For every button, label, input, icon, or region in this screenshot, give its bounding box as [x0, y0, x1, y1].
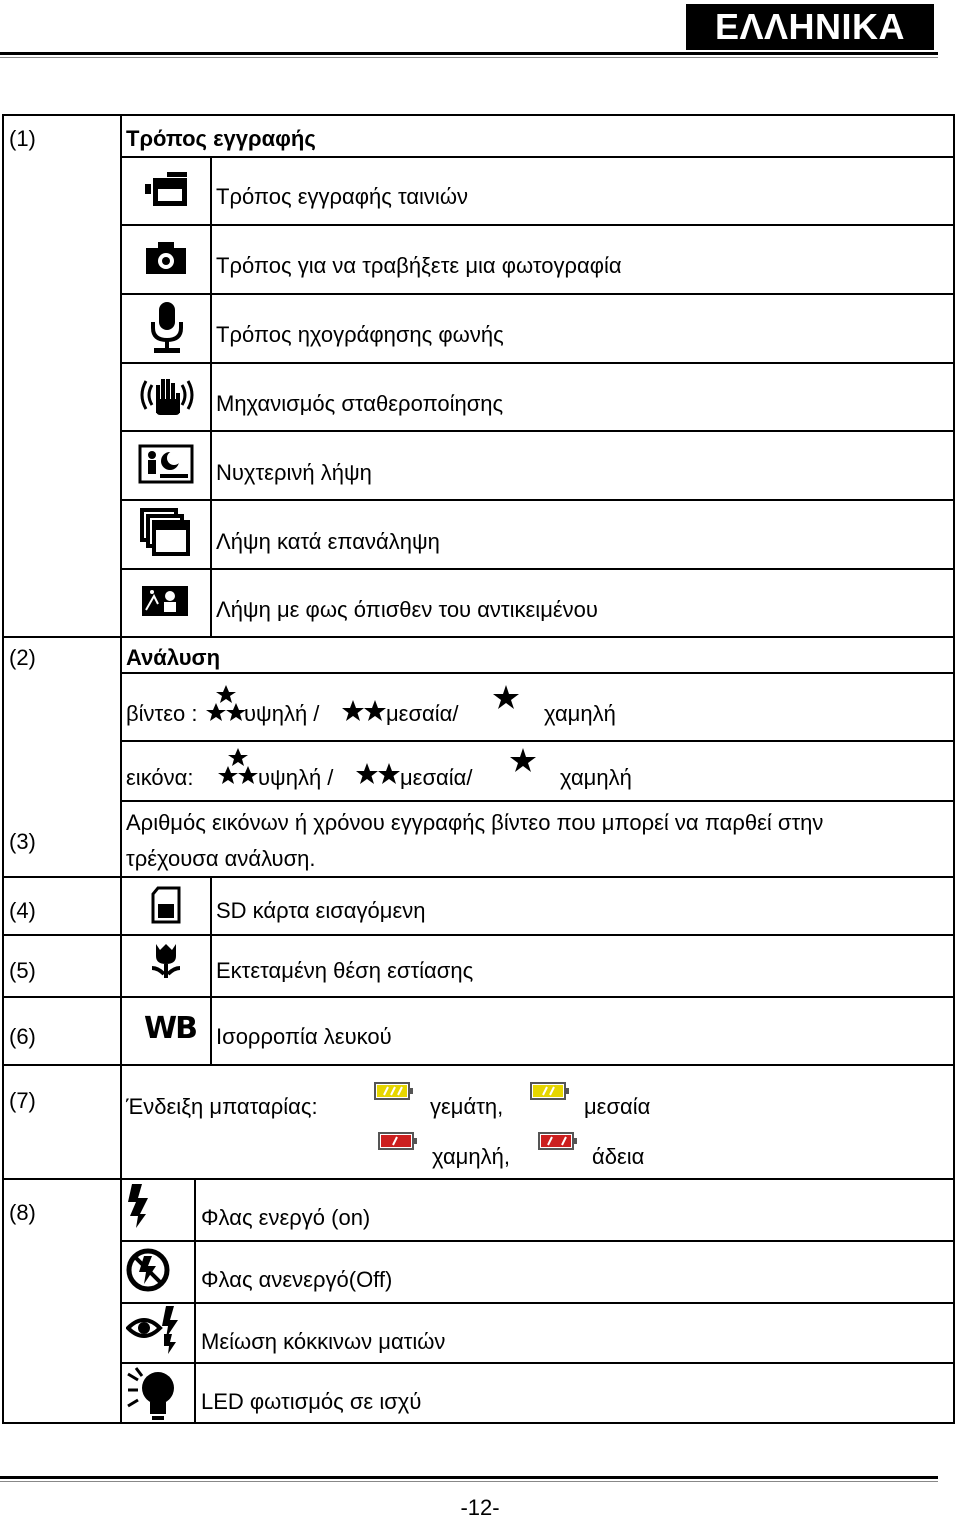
mode-label: Τρόπος για να τραβήξετε μια φωτογραφία: [216, 253, 622, 278]
flash-label: LED φωτισμός σε ισχύ: [201, 1389, 422, 1414]
flash-label: Μείωση κόκκινων ματιών: [201, 1329, 446, 1354]
row-line: [2, 1178, 955, 1180]
icon-col-divider: [210, 156, 212, 638]
row-line: [120, 672, 955, 674]
macro-flower-icon: [148, 942, 184, 982]
row-line: [120, 568, 955, 570]
row-line: [120, 362, 955, 364]
movie-camera-icon: [143, 172, 189, 210]
three-stars-icon: [206, 685, 246, 721]
mode-label: Τρόπος εγγραφής ταινιών: [216, 184, 469, 209]
night-scene-icon: [138, 444, 194, 484]
mode-label: Λήψη με φως όπισθεν του αντικειμένου: [216, 597, 598, 622]
row-number: (2): [9, 645, 36, 670]
battery-empty-label: άδεια: [592, 1144, 645, 1169]
flash-label: Φλας ενεργό (on): [201, 1205, 371, 1230]
description-line: Αριθμός εικόνων ή χρόνου εγγραφής βίντεο που μπορεί να παρθεί στην: [126, 810, 824, 835]
mode-label: Νυχτερινή λήψη: [216, 460, 372, 485]
two-stars-icon: [356, 763, 400, 785]
page-number: -12-: [460, 1495, 500, 1520]
row-line: [2, 996, 955, 998]
flash-off-icon: [126, 1248, 170, 1292]
language-tab: ΕΛΛΗΝΙΚΑ: [686, 4, 934, 50]
battery-empty-icon: [538, 1130, 578, 1152]
one-star-icon: [493, 685, 519, 709]
feature-label: Εκτεταμένη θέση εστίασης: [216, 958, 474, 983]
quality-low: χαμηλή: [560, 765, 632, 790]
battery-prefix: Ένδειξη μπαταρίας:: [126, 1094, 318, 1119]
two-stars-icon: [342, 700, 386, 722]
flash-on-icon: [126, 1182, 156, 1230]
table-border-left: [2, 114, 4, 1424]
row-number: (4): [9, 898, 36, 923]
row-line: [2, 1064, 955, 1066]
mode-label: Μηχανισμός σταθεροποίησης: [216, 391, 504, 416]
row-line: [120, 740, 955, 742]
row-line: [120, 499, 955, 501]
battery-medium-icon: [530, 1080, 570, 1102]
description-line: τρέχουσα ανάλυση.: [126, 846, 316, 871]
resolution-prefix: βίντεο :: [126, 701, 198, 726]
led-light-icon: [126, 1366, 180, 1422]
row-number: (8): [9, 1200, 36, 1225]
section-title: Τρόπος εγγραφής: [126, 126, 316, 151]
row-line: [2, 876, 955, 878]
continuous-shot-icon: [140, 508, 190, 558]
table-border-top: [2, 114, 955, 116]
row-line: [120, 800, 955, 802]
col-divider: [120, 114, 122, 1424]
battery-full-label: γεμάτη,: [430, 1094, 504, 1119]
battery-full-icon: [374, 1080, 414, 1102]
row-line: [2, 934, 955, 936]
row-number: (6): [9, 1024, 36, 1049]
row-line: [120, 1240, 955, 1242]
row-line: [120, 1362, 955, 1364]
table-border-right: [953, 114, 955, 1424]
row-line: [2, 636, 955, 638]
row-line: [120, 224, 955, 226]
resolution-prefix: εικόνα:: [126, 765, 194, 790]
microphone-icon: [148, 300, 186, 356]
row-line: [120, 156, 955, 158]
row-line: [120, 293, 955, 295]
flash-label: Φλας ανενεργό(Off): [201, 1267, 393, 1292]
row-number: (5): [9, 958, 36, 983]
row-line: [120, 1302, 955, 1304]
table-border-bottom: [2, 1422, 955, 1424]
photo-camera-icon: [144, 240, 188, 276]
quality-low: χαμηλή: [544, 701, 616, 726]
sd-card-icon: [150, 886, 182, 924]
one-star-icon: [510, 748, 536, 772]
quality-mid: μεσαία/: [386, 701, 459, 726]
quality-mid: μεσαία/: [400, 765, 473, 790]
row-number: (3): [9, 829, 36, 854]
mode-label: Τρόπος ηχογράφησης φωνής: [216, 322, 504, 347]
battery-low-label: χαμηλή,: [432, 1144, 510, 1169]
feature-label: Ισορροπία λευκού: [216, 1024, 392, 1049]
icon-col-divider: [210, 876, 212, 1066]
icon-col-divider: [194, 1178, 196, 1424]
battery-low-icon: [378, 1130, 418, 1152]
row-number: (1): [9, 126, 36, 151]
row-line: [120, 430, 955, 432]
feature-label: SD κάρτα εισαγόμενη: [216, 898, 426, 923]
three-stars-icon: [218, 748, 258, 784]
quality-high: υψηλή /: [244, 701, 320, 726]
section-title: Ανάλυση: [126, 645, 221, 670]
bottom-rule-thin: [0, 1481, 938, 1482]
backlight-icon: [140, 584, 190, 618]
red-eye-icon: [126, 1304, 182, 1356]
row-number: (7): [9, 1088, 36, 1113]
battery-medium-label: μεσαία: [584, 1094, 651, 1119]
bottom-rule: [0, 1476, 938, 1479]
quality-high: υψηλή /: [258, 765, 334, 790]
stabilizer-hand-icon: [136, 373, 198, 417]
mode-label: Λήψη κατά επανάληψη: [216, 529, 440, 554]
white-balance-icon: WB: [144, 1011, 196, 1046]
